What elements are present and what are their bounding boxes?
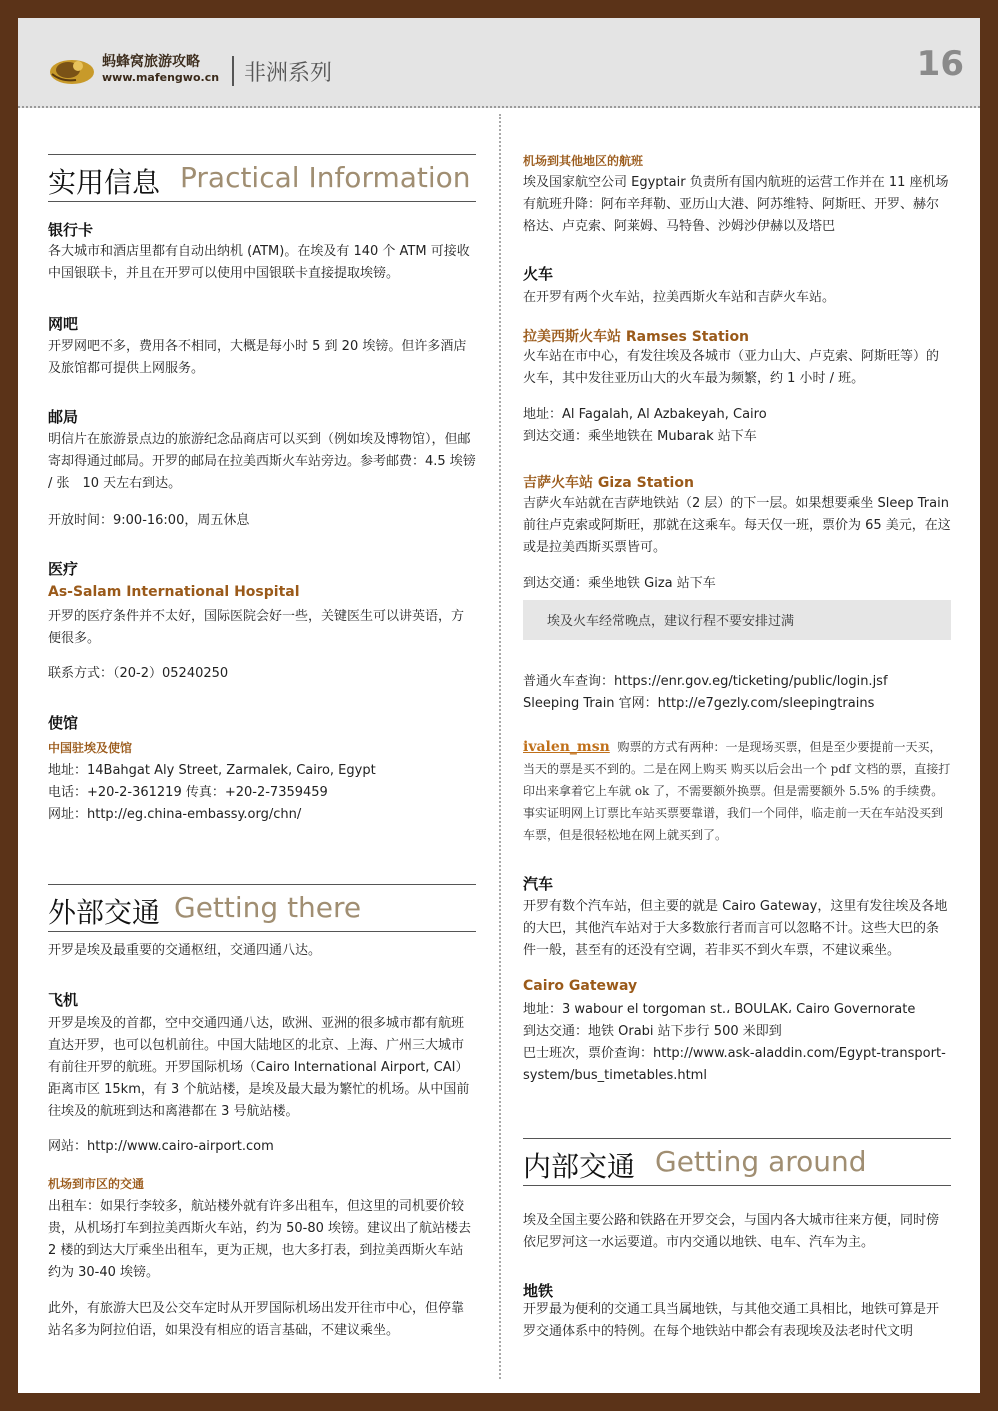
bank-card-text: 各大城市和酒店里都有自动出纳机 (ATM)。在埃及有 140 个 ATM 可接收中国银联卡，并且在开罗可以使用中国银联卡直接提取埃镑。: [48, 244, 470, 281]
heading-ramses-station: 拉美西斯火车站 Ramses Station: [523, 329, 750, 345]
metro-text: 开罗最为便利的交通工具当属地铁，与其他交通工具相比，地铁可算是开罗交通体系中的特例。在每个地铁站中都会有表现埃及法老时代文明: [523, 1302, 940, 1339]
heading-post-office: 邮局: [48, 408, 79, 426]
post-office-text: 明信片在旅游景点边的旅游纪念品商店可以买到（例如埃及博物馆），但邮寄却得通过邮局。开罗的邮局在拉美西斯火车站旁边。参考邮费：4.5 埃镑 / 张 10 天左右到达。: [48, 432, 476, 491]
train-text: 在开罗有两个火车站，拉美西斯火车站和吉萨火车站。: [523, 290, 836, 305]
heading-airport-to-city: 机场到市区的交通: [48, 1177, 145, 1191]
train-query-link: 普通火车查询：https://enr.gov.eg/ticketing/public/login.jsf: [523, 674, 888, 689]
series-title: 非洲系列: [244, 61, 333, 86]
embassy-name: 中国驻埃及使馆: [48, 741, 133, 755]
column-divider: [499, 114, 501, 1379]
page-header: [18, 18, 980, 108]
section-title-en: Getting there: [174, 891, 362, 924]
ramses-station-text: 火车站在市中心，有发往埃及各城市（亚力山大、卢克索、阿斯旺等）的火车，其中发往亚历山大的火车最为频繁，约 1 小时 / 班。: [523, 349, 940, 386]
bus-text: 开罗有数个汽车站，但主要的就是 Cairo Gateway，这里有发往埃及各地的大巴，其他汽车站对于大多数旅行者而言可以忽略不计。这些大巴的条件一般，甚至有的还没有空调，若非买不到火车票，不建议乘坐。: [523, 899, 948, 958]
brand-name: 蚂蜂窝旅游攻略: [102, 54, 200, 70]
header-separator: [232, 56, 234, 86]
heading-embassy: 使馆: [48, 714, 79, 732]
sleeping-train-link: Sleeping Train 官网：http://e7gezly.com/sleepingtrains: [523, 696, 875, 711]
embassy-website: 网址：http://eg.china-embassy.org/chn/: [48, 807, 302, 822]
tip-box: [523, 600, 951, 640]
section-getting-there: [48, 884, 476, 932]
embassy-address: 地址：14Bahgat Aly Street, Zarmalek, Cairo, Egypt: [48, 763, 376, 778]
medical-text: 开罗的医疗条件并不太好，国际医院会好一些，关键医生可以讲英语，方便很多。: [48, 609, 465, 646]
getting-around-intro: 埃及全国主要公路和铁路在开罗交会，与国内各大城市往来方便，同时傍依尼罗河这一水运要道。市内交通以地铁、电车、汽车为主。: [523, 1213, 940, 1250]
giza-station-transit: 到达交通：乘坐地铁 Giza 站下车: [523, 576, 716, 591]
plane-text: 开罗是埃及的首都，空中交通四通八达，欧洲、亚洲的很多城市都有航班直达开罗，也可以包机前往。中国大陆地区的北京、上海、广州三大城市有前往开罗的航班。开罗国际机场（Cairo International Airport, CAI）距离市区 15km，有 3 个航站楼，是埃及最大最为繁忙的机场。从中国前往埃及的航班到达和离港都在 3 号航站楼。: [48, 1016, 470, 1119]
section-practical-information: [48, 154, 476, 202]
section-getting-around: [523, 1138, 951, 1186]
airport-taxi-text: 出租车：如果行李较多，航站楼外就有许多出租车，但这里的司机要价较贵，从机场打车到拉美西斯火车站，约为 50-80 埃镑。建议出了航站楼去 2 楼的到达大厅乘坐出租车，更为正规，也大多打表，到拉美西斯火车站约为 30-40 埃镑。: [48, 1199, 472, 1280]
embassy-phone: 电话：+20-2-361219 传真：+20-2-7359459: [48, 785, 328, 800]
section-title-en: Practical Information: [180, 161, 471, 194]
brand-url: www.mafengwo.cn: [102, 71, 220, 84]
heading-cairo-gateway: Cairo Gateway: [523, 978, 638, 994]
ramses-station-transit: 到达交通：乘坐地铁在 Mubarak 站下车: [523, 429, 757, 444]
tip-text: 埃及火车经常晚点，建议行程不要安排过满: [547, 614, 795, 629]
heading-domestic-flights: 机场到其他地区的航班: [523, 154, 644, 168]
medical-contact: 联系方式：（20-2）05240250: [48, 666, 229, 681]
heading-metro: 地铁: [523, 1282, 554, 1300]
heading-bank-card: 银行卡: [48, 221, 94, 239]
hospital-name: As-Salam International Hospital: [48, 584, 300, 600]
heading-train: 火车: [523, 265, 554, 283]
cairo-gateway-transit: 到达交通：地铁 Orabi 站下步行 500 米即到: [523, 1024, 782, 1039]
cairo-gateway-address: 地址：3 wabour el torgoman st.، BOULAK، Cairo Governorate: [523, 1002, 916, 1017]
brand: [102, 54, 219, 86]
section-title-en: Getting around: [655, 1145, 867, 1178]
heading-bus: 汽车: [523, 875, 554, 893]
airport-website: 网站：http://www.cairo-airport.com: [48, 1139, 274, 1154]
quote-text: 购票的方式有两种：一是现场买票，但是至少要提前一天买，当天的票是买不到的。二是在网上购买 购买以后会出一个 pdf 文档的票，直接打印出来拿着它上车就 ok 了，不需要额外换票。但是需要额外 5.5% 的手续费。事实证明网上订票比车站买票要靠谱，我们一个同伴，临走前一天在车站没买到车票，但是很轻松地在网上就买到了。: [523, 740, 951, 842]
airport-bus-text: 此外，有旅游大巴及公交车定时从开罗国际机场出发开往市中心，但停靠站名多为阿拉伯语，如果没有相应的语言基础，不建议乘坐。: [48, 1301, 465, 1338]
page: [18, 18, 980, 1393]
getting-there-intro: 开罗是埃及最重要的交通枢纽，交通四通八达。: [48, 943, 322, 958]
section-title-zh: 实用信息: [48, 166, 161, 199]
bus-schedule-link: 巴士班次，票价查询：http://www.ask-aladdin.com/Egypt-transport-system/bus_timetables.html: [523, 1046, 946, 1083]
mafengwo-logo-icon: [48, 52, 96, 86]
domestic-flights-text: 埃及国家航空公司 Egyptair 负责所有国内航班的运营工作并在 11 座机场有航班升降：阿布辛拜勒、亚历山大港、阿苏维特、阿斯旺、开罗、赫尔格达、卢克索、阿莱姆、马特鲁、沙姆沙伊赫以及塔巴: [523, 175, 949, 234]
quote-username[interactable]: ivalen_msn: [523, 739, 610, 755]
giza-station-text: 吉萨火车站就在吉萨地铁站（2 层）的下一层。如果想要乘坐 Sleep Train 前往卢克索或阿斯旺，那就在这乘车。每天仅一班，票价为 65 美元，在这或是拉美西斯买票皆可。: [523, 496, 951, 555]
heading-giza-station: 吉萨火车站 Giza Station: [523, 475, 694, 491]
heading-internet-cafe: 网吧: [48, 315, 79, 333]
internet-cafe-text: 开罗网吧不多，费用各不相同，大概是每小时 5 到 20 埃镑。但许多酒店及旅馆都可提供上网服务。: [48, 339, 467, 376]
section-title-zh: 外部交通: [48, 896, 161, 929]
post-office-hours: 开放时间：9:00-16:00，周五休息: [48, 513, 250, 528]
heading-plane: 飞机: [48, 991, 79, 1009]
page-number: 16: [916, 44, 964, 84]
ramses-station-address: 地址：Al Fagalah, Al Azbakeyah, Cairo: [523, 407, 767, 422]
heading-medical: 医疗: [48, 560, 79, 578]
section-title-zh: 内部交通: [523, 1150, 636, 1183]
user-quote: [523, 736, 951, 846]
